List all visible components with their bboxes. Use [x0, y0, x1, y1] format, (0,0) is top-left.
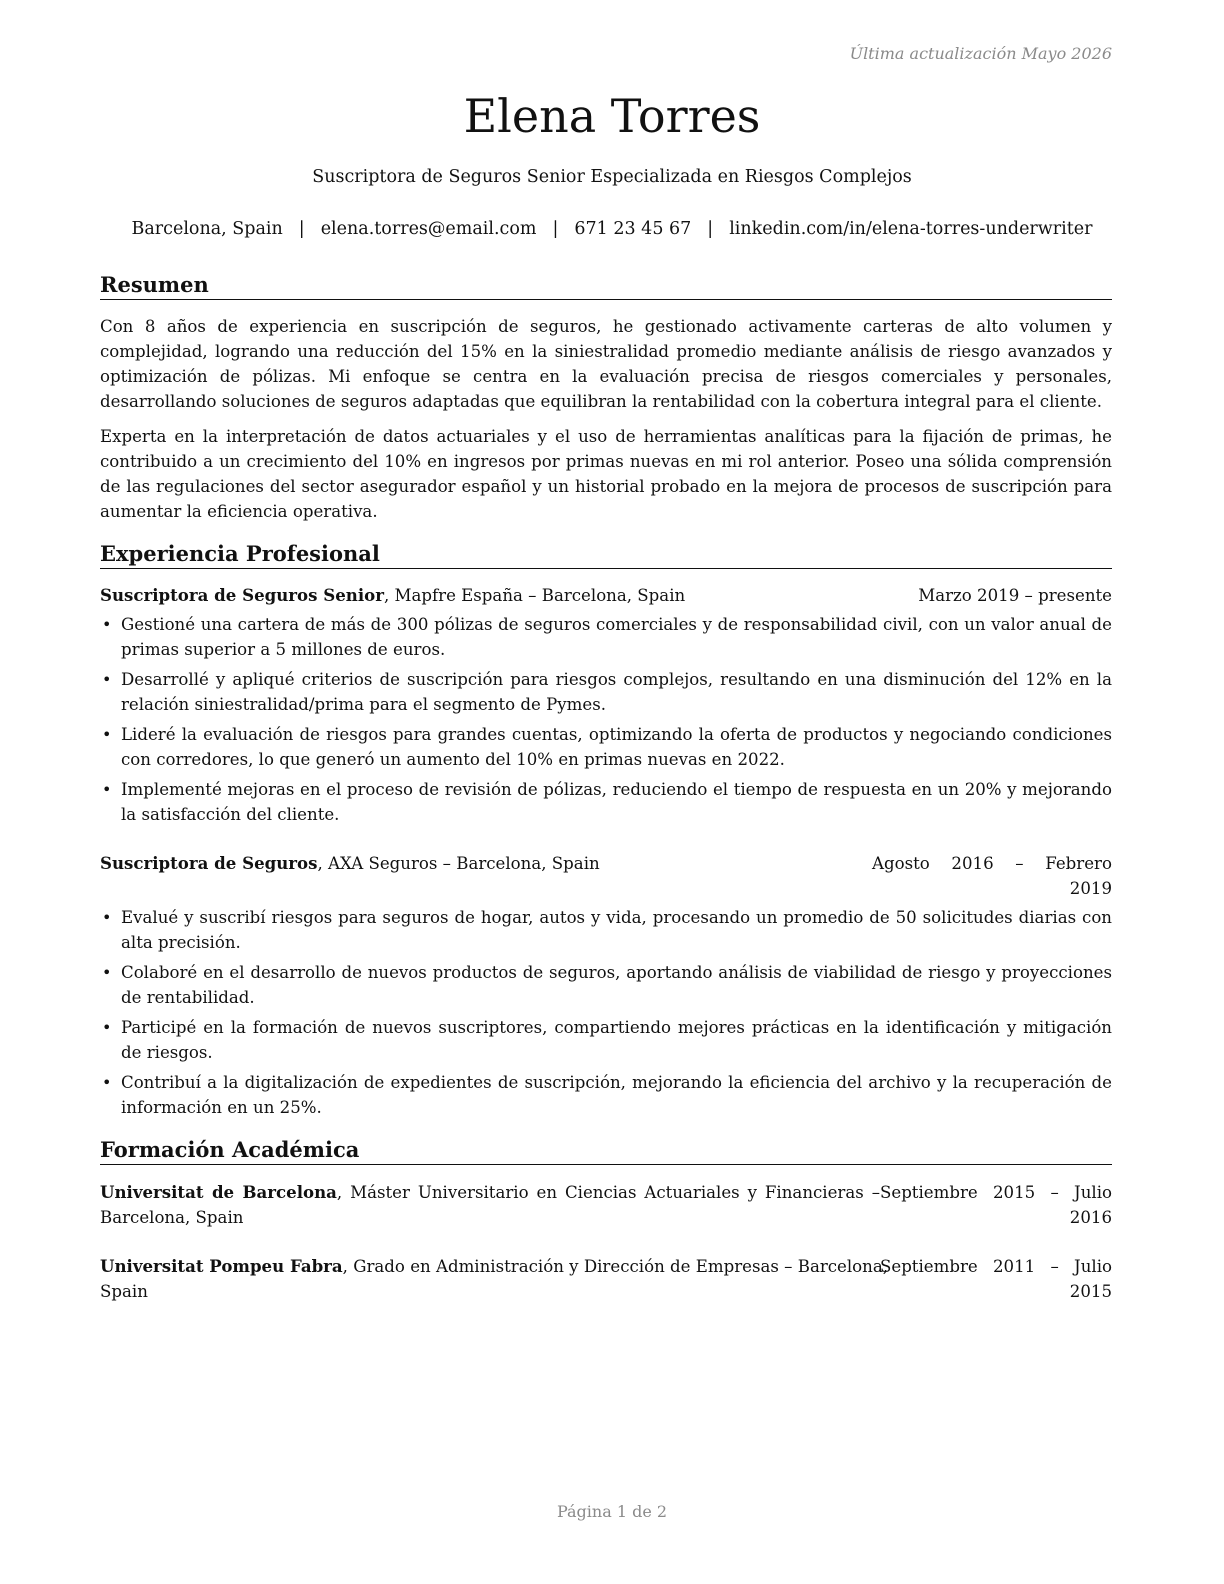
job-dates-line-2: 2019	[1069, 879, 1112, 898]
bullet-icon: •	[102, 1073, 112, 1092]
contact-separator: |	[552, 219, 559, 239]
bullet-icon: •	[102, 963, 112, 982]
education-school: Universitat Pompeu Fabra	[100, 1256, 343, 1276]
summary-paragraph-2: Experta en la interpretación de datos actuariales y el uso de herramientas analíticas para la fijación de primas, he contribuido a un crecimiento del 10% en ingresos por primas nuevas en mi rol anterior. Poseo una sólida comprensión de las regulaciones del sector asegurador español y un historial probado en la mejora de procesos de suscripción para aumentar la eficiencia operativa.	[100, 427, 1112, 521]
list-item	[100, 777, 1112, 827]
job-dates	[872, 851, 1112, 901]
job-dates-line-1: Agosto 2016 – Febrero	[872, 854, 1112, 873]
list-item	[100, 722, 1112, 772]
job-role: Suscriptora de Seguros Senior	[100, 585, 384, 605]
job-role: Suscriptora de Seguros	[100, 853, 318, 873]
job-header	[100, 583, 1112, 608]
contact-email[interactable]: elena.torres@email.com	[320, 219, 537, 239]
job-bullets	[100, 612, 1112, 832]
bullet-text: Participé en la formación de nuevos suscriptores, compartiendo mejores prácticas en la identificación y mitigación de riesgos.	[121, 1018, 1112, 1062]
bullet-icon: •	[102, 615, 112, 634]
tagline: Suscriptora de Seguros Senior Especializada en Riesgos Complejos	[312, 167, 912, 187]
education-dates	[880, 1180, 1112, 1230]
section-title-summary: Resumen	[100, 271, 1112, 300]
education-dates-line-1: Septiembre 2011 – Julio	[880, 1257, 1112, 1276]
education-details	[100, 1180, 880, 1230]
bullet-text: Lideré la evaluación de riesgos para grandes cuentas, optimizando la oferta de productos y negociando condiciones con corredores, lo que generó un aumento del 10% en primas nuevas en 2022.	[121, 725, 1112, 769]
bullet-text: Implementé mejoras en el proceso de revisión de pólizas, reduciendo el tiempo de respuesta en un 20% y mejorando la satisfacción del cliente.	[121, 780, 1112, 824]
education-degree: , Grado en Administración y Dirección de Empresas – Barcelona,	[342, 1257, 889, 1276]
list-item	[100, 612, 1112, 662]
bullet-icon: •	[102, 780, 112, 799]
education-school: Universitat de Barcelona	[100, 1182, 337, 1202]
education-place: Spain	[100, 1282, 148, 1301]
job-header	[100, 851, 1112, 901]
summary-paragraph-1: Con 8 años de experiencia en suscripción de seguros, he gestionado activamente carteras de alto volumen y complejidad, logrando una reducción del 15% en la siniestralidad promedio mediante análisis de riesgo avanzados y optimización de pólizas. Mi enfoque se centra en la evaluación precisa de riesgos comerciales y personales, desarrollando soluciones de seguros adaptadas que equilibran la rentabilidad con la cobertura integral para el cliente.	[100, 317, 1112, 411]
section-title-education: Formación Académica	[100, 1136, 1112, 1165]
section-title-experience: Experiencia Profesional	[100, 540, 1112, 569]
contact-line	[0, 219, 1224, 239]
education-dates-line-2: 2016	[1069, 1208, 1112, 1227]
page-number: Página 1 de 2	[556, 1502, 668, 1521]
education-dates	[880, 1254, 1112, 1304]
candidate-name: Elena Torres	[463, 89, 761, 143]
job-company: , AXA Seguros – Barcelona, Spain	[317, 854, 600, 873]
education-degree: , Máster Universitario en Ciencias Actuariales y Financieras –	[336, 1183, 880, 1202]
education-dates-line-1: Septiembre 2015 – Julio	[880, 1183, 1112, 1202]
list-item	[100, 960, 1112, 1010]
bullet-text: Gestioné una cartera de más de 300 pólizas de seguros comerciales y de responsabilidad civil, con un valor anual de primas superior a 5 millones de euros.	[121, 615, 1112, 659]
job-company: , Mapfre España – Barcelona, Spain	[383, 586, 686, 605]
bullet-icon: •	[102, 908, 112, 927]
list-item	[100, 905, 1112, 955]
list-item	[100, 1015, 1112, 1065]
contact-location: Barcelona, Spain	[131, 219, 283, 239]
last-updated: Última actualización Mayo 2026	[849, 44, 1112, 63]
contact-separator: |	[298, 219, 305, 239]
education-details	[100, 1254, 889, 1304]
bullet-icon: •	[102, 1018, 112, 1037]
bullet-text: Evalué y suscribí riesgos para seguros de hogar, autos y vida, procesando un promedio de 50 solicitudes diarias con alta precisión.	[121, 908, 1112, 952]
bullet-icon: •	[102, 670, 112, 689]
education-dates-line-2: 2015	[1069, 1282, 1112, 1301]
list-item	[100, 667, 1112, 717]
contact-separator: |	[707, 219, 714, 239]
job-bullets	[100, 905, 1112, 1125]
contact-phone: 671 23 45 67	[574, 219, 692, 239]
bullet-text: Colaboré en el desarrollo de nuevos productos de seguros, aportando análisis de viabilidad de riesgo y proyecciones de rentabilidad.	[121, 963, 1112, 1007]
bullet-text: Desarrollé y apliqué criterios de suscripción para riesgos complejos, resultando en una disminución del 12% en la relación siniestralidad/prima para el segmento de Pymes.	[121, 670, 1112, 714]
education-place: Barcelona, Spain	[100, 1208, 244, 1227]
list-item	[100, 1070, 1112, 1120]
bullet-icon: •	[102, 725, 112, 744]
job-dates: Marzo 2019 – presente	[918, 586, 1112, 605]
contact-linkedin[interactable]: linkedin.com/in/elena-torres-underwriter	[729, 219, 1093, 239]
bullet-text: Contribuí a la digitalización de expedientes de suscripción, mejorando la eficiencia del archivo y la recuperación de información en un 25%.	[121, 1073, 1112, 1117]
